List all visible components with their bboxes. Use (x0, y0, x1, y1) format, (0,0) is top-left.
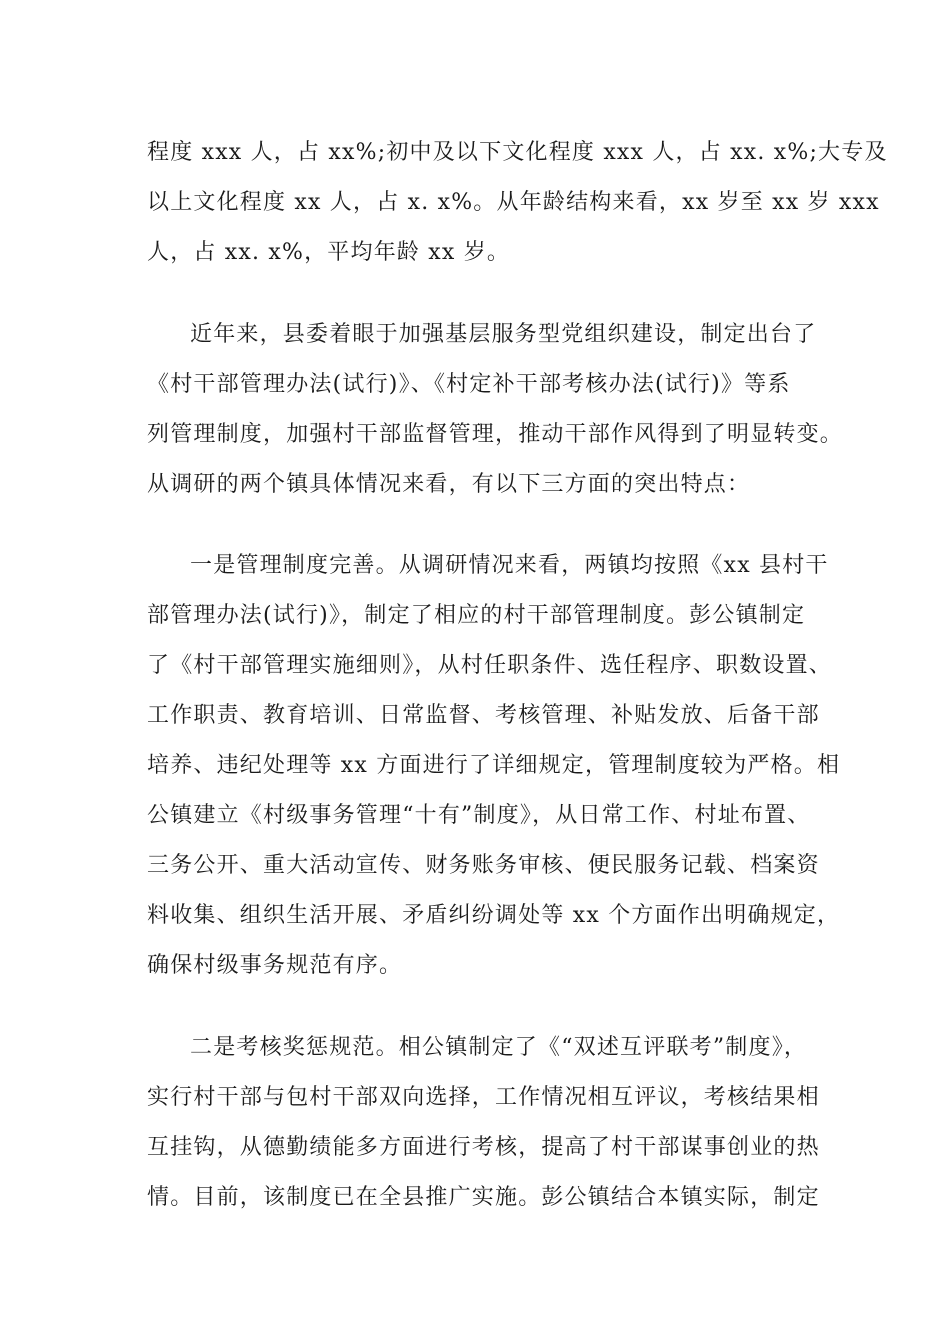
text-line: 公镇建立《村级事务管理“十有”制度》，从日常工作、村址布置、 (147, 803, 811, 828)
text-line: 以上文化程度 xx 人，占 x. x%。从年龄结构来看，xx 岁至 xx 岁 xxx (147, 190, 880, 215)
paragraph-first-line: 二是考核奖惩规范。相公镇制定了《“双述互评联考”制度》， (190, 1035, 808, 1060)
text-line: 培养、违纪处理等 xx 方面进行了详细规定，管理制度较为严格。相 (147, 753, 841, 778)
text-line: 程度 xxx 人，占 xx%;初中及以下文化程度 xxx 人，占 xx. x%;大专及 (147, 140, 888, 165)
text-line: 三务公开、重大活动宣传、财务账务审核、便民服务记载、档案资 (147, 853, 820, 878)
text-line: 人，占 xx. x%，平均年龄 xx 岁。 (147, 240, 511, 265)
text-line: 料收集、组织生活开展、矛盾纠纷调处等 xx 个方面作出明确规定， (147, 903, 841, 928)
text-line: 《村干部管理办法(试行)》、《村定补干部考核办法(试行)》等系 (147, 372, 791, 397)
text-line: 互挂钩，从德勤绩能多方面进行考核，提高了村干部谋事创业的热 (147, 1135, 820, 1160)
text-line: 从调研的两个镇具体情况来看，有以下三方面的突出特点： (147, 472, 751, 497)
text-line: 了《村干部管理实施细则》，从村任职条件、选任程序、职数设置、 (147, 653, 833, 678)
text-line: 确保村级事务规范有序。 (147, 953, 403, 978)
text-line: 实行村干部与包村干部双向选择，工作情况相互评议，考核结果相 (147, 1085, 820, 1110)
text-line: 情。目前，该制度已在全县推广实施。彭公镇结合本镇实际，制定 (147, 1185, 820, 1210)
text-line: 列管理制度，加强村干部监督管理，推动干部作风得到了明显转变。 (147, 422, 844, 447)
text-line: 工作职责、教育培训、日常监督、考核管理、补贴发放、后备干部 (147, 703, 820, 728)
text-line: 部管理办法(试行)》，制定了相应的村干部管理制度。彭公镇制定 (147, 603, 806, 628)
paragraph-first-line: 近年来，县委着眼于加强基层服务型党组织建设，制定出台了 (190, 322, 817, 347)
paragraph-first-line: 一是管理制度完善。从调研情况来看，两镇均按照《xx 县村干 (190, 553, 829, 578)
